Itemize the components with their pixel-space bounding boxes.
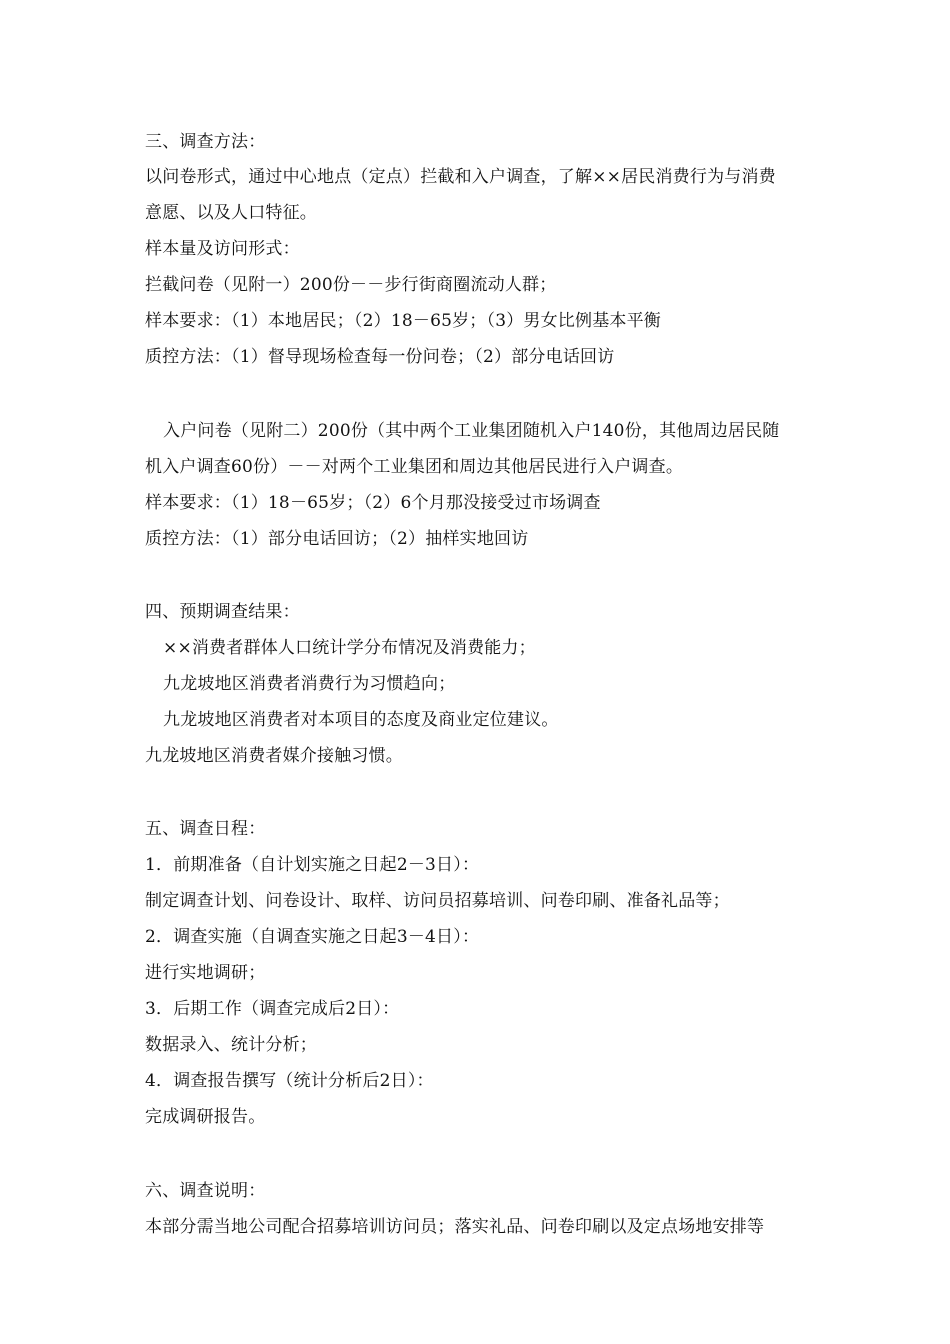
subheading-sample: 样本量及访问形式： <box>145 239 300 259</box>
schedule-step-detail: 制定调查计划、问卷设计、取样、访问员招募培训、问卷印刷、准备礼品等； <box>145 891 730 911</box>
schedule-step-title: 1．前期准备（自计划实施之日起2－3日）： <box>145 855 480 875</box>
list-item: 九龙坡地区消费者对本项目的态度及商业定位建议。 <box>163 710 559 730</box>
paragraph-line: 质控方法：（1）部分电话回访；（2）抽样实地回访 <box>145 529 529 549</box>
paragraph-line: 样本要求：（1）18－65岁；（2）6个月那没接受过市场调查 <box>145 493 601 513</box>
paragraph-line: 入户问卷（见附二）200份（其中两个工业集团随机入户140份，其他周边居民随 <box>163 421 780 441</box>
section-heading-results: 四、预期调查结果： <box>145 602 300 622</box>
schedule-step-title: 3．后期工作（调查完成后2日）： <box>145 999 400 1019</box>
paragraph-line: 样本要求：（1）本地居民；（2）18－65岁；（3）男女比例基本平衡 <box>145 311 662 331</box>
schedule-step-detail: 进行实地调研； <box>145 963 266 983</box>
schedule-step-detail: 数据录入、统计分析； <box>145 1035 317 1055</box>
section-heading-methods: 三、调查方法： <box>145 132 266 152</box>
schedule-step-title: 2．调查实施（自调查实施之日起3－4日）： <box>145 927 480 947</box>
list-item: ××消费者群体人口统计学分布情况及消费能力； <box>163 638 536 658</box>
schedule-step-detail: 完成调研报告。 <box>145 1107 266 1127</box>
paragraph-line: 以问卷形式，通过中心地点（定点）拦截和入户调查，了解××居民消费行为与消费 <box>145 167 776 187</box>
paragraph-line: 机入户调查60份）－－对两个工业集团和周边其他居民进行入户调查。 <box>145 457 684 477</box>
schedule-step-title: 4．调查报告撰写（统计分析后2日）： <box>145 1071 434 1091</box>
list-item: 九龙坡地区消费者媒介接触习惯。 <box>145 746 403 766</box>
section-heading-schedule: 五、调查日程： <box>145 819 266 839</box>
list-item: 九龙坡地区消费者消费行为习惯趋向； <box>163 674 456 694</box>
section-heading-notes: 六、调查说明： <box>145 1181 266 1201</box>
paragraph-line: 本部分需当地公司配合招募培训访问员；落实礼品、问卷印刷以及定点场地安排等 <box>145 1217 765 1237</box>
paragraph-line: 质控方法：（1）督导现场检查每一份问卷；（2）部分电话回访 <box>145 347 615 367</box>
paragraph-line: 意愿、以及人口特征。 <box>145 203 317 223</box>
paragraph-line: 拦截问卷（见附一）200份－－步行街商圈流动人群； <box>145 275 557 295</box>
